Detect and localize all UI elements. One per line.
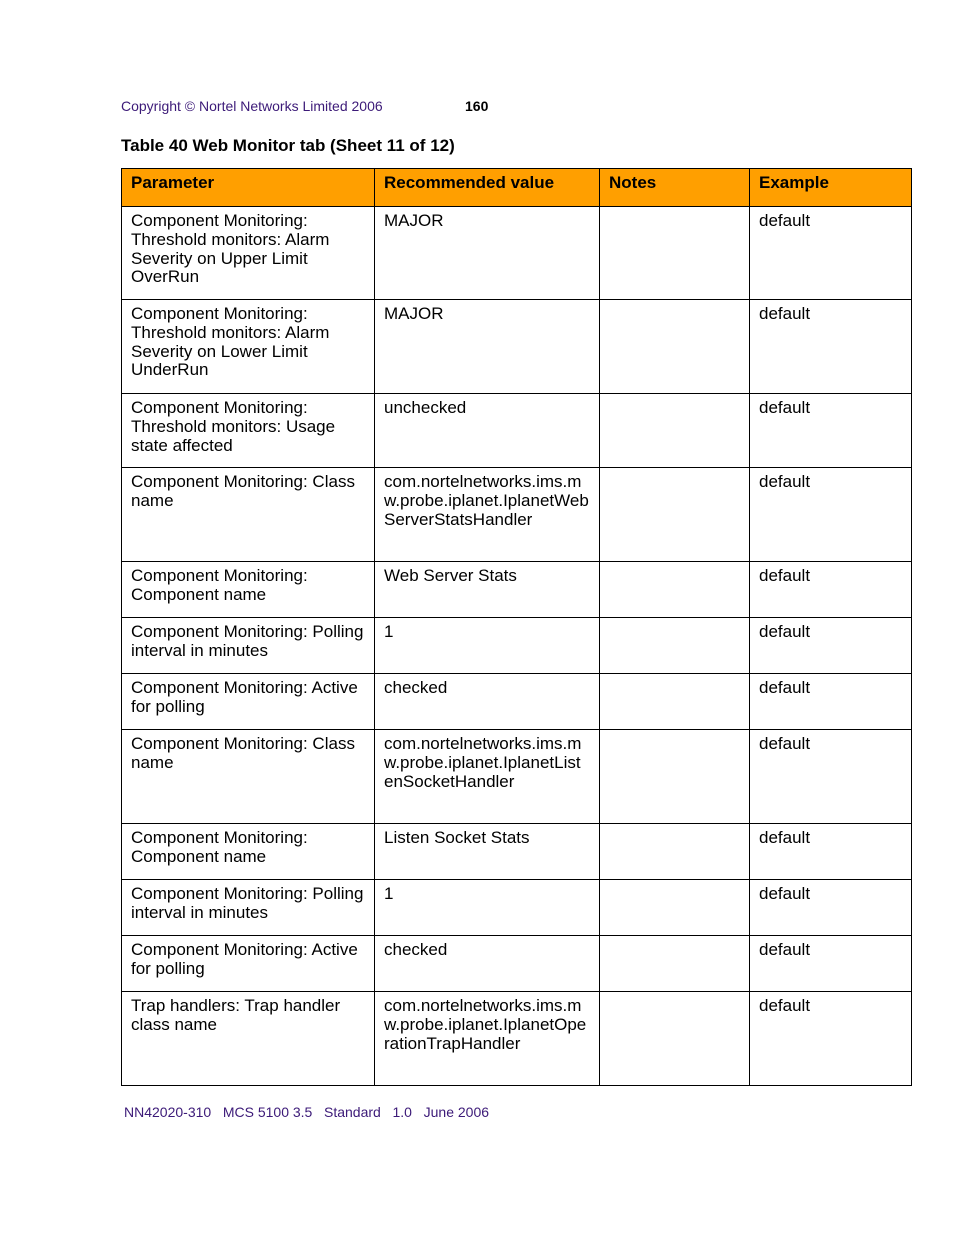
table-row xyxy=(122,992,912,1086)
cell-recommended-value: MAJOR xyxy=(375,207,600,300)
cell-recommended-value: unchecked xyxy=(375,394,600,468)
cell-notes xyxy=(600,207,750,300)
cell-notes xyxy=(600,674,750,730)
table-row xyxy=(122,618,912,674)
cell-recommended-value: 1 xyxy=(375,618,600,674)
cell-example: default xyxy=(750,730,912,824)
table-body xyxy=(122,207,912,1086)
cell-notes xyxy=(600,824,750,880)
cell-notes xyxy=(600,936,750,992)
cell-notes xyxy=(600,880,750,936)
table-caption: Table 40 Web Monitor tab (Sheet 11 of 12) xyxy=(121,136,455,155)
cell-notes xyxy=(600,300,750,394)
cell-example: default xyxy=(750,394,912,468)
column-header-parameter: Parameter xyxy=(122,169,375,207)
cell-recommended-value: 1 xyxy=(375,880,600,936)
cell-parameter: Component Monitoring: Threshold monitors: Alarm Severity on Upper Limit OverRun xyxy=(122,207,375,300)
column-header-example: Example xyxy=(750,169,912,207)
table-row xyxy=(122,468,912,562)
cell-notes xyxy=(600,730,750,824)
cell-recommended-value: Listen Socket Stats xyxy=(375,824,600,880)
cell-recommended-value: Web Server Stats xyxy=(375,562,600,618)
page-number: 160 xyxy=(465,98,489,114)
table-row xyxy=(122,880,912,936)
cell-recommended-value: com.nortelnetworks.ims.mw.probe.iplanet.IplanetWebServerStatsHandler xyxy=(375,468,600,562)
cell-parameter: Trap handlers: Trap handler class name xyxy=(122,992,375,1086)
cell-parameter: Component Monitoring: Threshold monitors: Alarm Severity on Lower Limit UnderRun xyxy=(122,300,375,394)
cell-notes xyxy=(600,562,750,618)
cell-example: default xyxy=(750,207,912,300)
column-header-notes: Notes xyxy=(600,169,750,207)
table-row xyxy=(122,936,912,992)
cell-notes xyxy=(600,468,750,562)
cell-example: default xyxy=(750,674,912,730)
table-row xyxy=(122,394,912,468)
cell-parameter: Component Monitoring: Polling interval in minutes xyxy=(122,618,375,674)
cell-notes xyxy=(600,394,750,468)
cell-example: default xyxy=(750,562,912,618)
cell-parameter: Component Monitoring: Active for polling xyxy=(122,674,375,730)
page-header xyxy=(121,98,489,114)
page-footer: NN42020-310 MCS 5100 3.5 Standard 1.0 June 2006 xyxy=(124,1104,490,1120)
cell-parameter: Component Monitoring: Class name xyxy=(122,468,375,562)
cell-example: default xyxy=(750,618,912,674)
cell-example: default xyxy=(750,992,912,1086)
web-monitor-table xyxy=(121,168,912,1086)
cell-parameter: Component Monitoring: Polling interval in minutes xyxy=(122,880,375,936)
cell-recommended-value: com.nortelnetworks.ims.mw.probe.iplanet.IplanetListenSocketHandler xyxy=(375,730,600,824)
table-row xyxy=(122,300,912,394)
cell-parameter: Component Monitoring: Class name xyxy=(122,730,375,824)
cell-example: default xyxy=(750,300,912,394)
cell-notes xyxy=(600,618,750,674)
cell-example: default xyxy=(750,880,912,936)
cell-recommended-value: MAJOR xyxy=(375,300,600,394)
table-row xyxy=(122,207,912,300)
cell-example: default xyxy=(750,824,912,880)
table-row xyxy=(122,674,912,730)
cell-example: default xyxy=(750,468,912,562)
table-header-row xyxy=(122,169,912,207)
cell-recommended-value: checked xyxy=(375,936,600,992)
table-row xyxy=(122,824,912,880)
cell-parameter: Component Monitoring: Component name xyxy=(122,562,375,618)
table-row xyxy=(122,730,912,824)
cell-notes xyxy=(600,992,750,1086)
table-row xyxy=(122,562,912,618)
cell-recommended-value: com.nortelnetworks.ims.mw.probe.iplanet.IplanetOperationTrapHandler xyxy=(375,992,600,1086)
cell-parameter: Component Monitoring: Active for polling xyxy=(122,936,375,992)
cell-parameter: Component Monitoring: Threshold monitors: Usage state affected xyxy=(122,394,375,468)
cell-parameter: Component Monitoring: Component name xyxy=(122,824,375,880)
column-header-recommended-value: Recommended value xyxy=(375,169,600,207)
copyright-notice: Copyright © Nortel Networks Limited 2006 xyxy=(121,98,383,114)
cell-example: default xyxy=(750,936,912,992)
cell-recommended-value: checked xyxy=(375,674,600,730)
